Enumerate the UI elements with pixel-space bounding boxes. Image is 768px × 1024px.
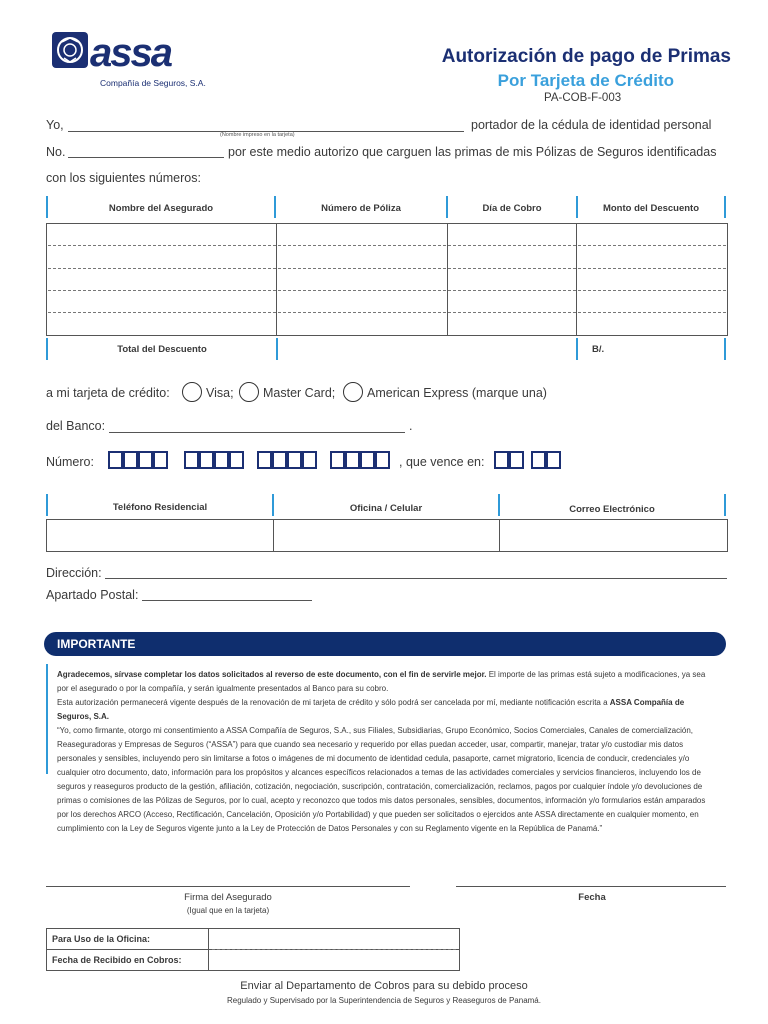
table-marker (724, 494, 726, 516)
table-row[interactable] (48, 268, 726, 269)
header-monto: Monto del Descuento (602, 203, 700, 214)
signature-line[interactable] (46, 886, 410, 887)
header-telefono: Teléfono Residencial (112, 502, 208, 513)
lion-emblem-icon (52, 32, 88, 68)
mastercard-label: Master Card; (263, 386, 336, 400)
bank-label: del Banco: (46, 419, 106, 433)
document-title: Autorización de pago de Primas (441, 46, 731, 67)
svg-text:assa: assa (90, 31, 171, 75)
table-marker (724, 338, 726, 360)
footer-regulated: Regulado y Supervisado por la Superintendencia de Seguros y Reaseguros de Panamá. (227, 996, 541, 1005)
no-label: No. (46, 145, 66, 159)
important-bold-intro: Agradecemos, sírvase completar los datos solicitados al reverso de este documento, con el fin de servirle mejor. (57, 670, 487, 679)
bank-field[interactable] (109, 432, 405, 433)
bank-end: . (409, 419, 413, 433)
total-label: Total del Descuento (117, 344, 207, 355)
numeros-text: con los siguientes números: (46, 171, 201, 185)
apartado-field[interactable] (142, 600, 312, 601)
firma-label: Firma del Asegurado (184, 892, 272, 903)
document-subtitle: Por Tarjeta de Crédito (497, 71, 674, 90)
table-marker (276, 338, 278, 360)
yo-label: Yo, (46, 118, 64, 132)
cardholder-name-hint: (Nombre impreso en la tarjeta) (220, 132, 295, 138)
oficina-field[interactable] (274, 520, 499, 551)
form-code: PA-COB-F-003 (544, 92, 622, 104)
autorizo-text: por este medio autorizo que carguen las primas de mis Pólizas de Seguros identificadas (228, 145, 717, 159)
table-marker (724, 196, 726, 218)
card-number-label: Número: (46, 455, 94, 469)
card-intro: a mi tarjeta de crédito: (46, 386, 170, 400)
fecha-label: Fecha (578, 892, 606, 903)
portador-text: portador de la cédula de identidad personal (471, 118, 712, 132)
visa-label: Visa; (206, 386, 234, 400)
total-currency: B/. (592, 344, 605, 355)
header-poliza: Número de Póliza (321, 203, 401, 214)
office-use-label: Para Uso de la Oficina: (52, 934, 151, 944)
table-row[interactable] (48, 290, 726, 291)
important-banner (44, 632, 726, 656)
important-title: IMPORTANTE (57, 637, 136, 651)
visa-radio[interactable] (182, 382, 202, 402)
telefono-field[interactable] (47, 520, 273, 551)
footer-send: Enviar al Departamento de Cobros para su debido proceso (240, 980, 528, 992)
header-dia-cobro: Día de Cobro (482, 203, 542, 214)
expires-label: , que vence en: (399, 455, 485, 469)
mastercard-radio[interactable] (239, 382, 259, 402)
firma-hint: (Igual que en la tarjeta) (186, 906, 270, 915)
direccion-label: Dirección: (46, 566, 102, 580)
received-date-label: Fecha de Recibido en Cobros: (52, 955, 182, 965)
header-oficina: Oficina / Celular (349, 503, 423, 514)
important-p2-bold: ASSA Compañía de Seguros, S.A. (57, 698, 685, 721)
important-marker (46, 664, 48, 774)
correo-field[interactable] (500, 520, 727, 551)
fecha-line[interactable] (456, 886, 726, 887)
important-p1: El importe de las primas está sujeto a modificaciones, ya sea por el asegurado o por la compañía, y serán igualmente presentados al Banco para su cobro. (57, 670, 706, 693)
amex-label: American Express (marque una) (367, 386, 547, 400)
logo-tagline: Compañía de Seguros, S.A. (100, 78, 206, 88)
table-marker (576, 338, 578, 360)
amex-radio[interactable] (343, 382, 363, 402)
apartado-label: Apartado Postal: (46, 588, 139, 602)
header-correo: Correo Electrónico (569, 504, 655, 515)
table-row[interactable] (48, 312, 726, 313)
header-nombre: Nombre del Asegurado (108, 203, 214, 214)
cedula-number-field[interactable] (68, 157, 224, 158)
direccion-field[interactable] (105, 578, 727, 579)
important-text (57, 668, 717, 836)
table-row[interactable] (48, 245, 726, 246)
important-p3: “Yo, como firmante, otorgo mi consentimiento a ASSA Compañía de Seguros, S.A., sus Filiales, Subsidiarias, Grupo Económico, Socios Comerciales, Canales de comercialización, Reaseguradoras y Empresas de Seguros (“ASSA”) para que cuando sea necesario y requerido por ellas puedan acceder, usar, compartir, manejar, tratar y/o custodiar mis datos personales y sensibles, incluyendo pero sin limitarse a fotos o imágenes de mi documento de identidad cedula, pasaporte, carnet migratorio, licencia de conducir, credenciales y/o cualquier otro documento, dato, información para los propósitos y alcances específicos relacionados a temas de las actividades comerciales y servicios financieros, incluyendo los de seguros y reaseguros producto de la gestión, afiliación, cotización, negociación, suscripción, contratación, comercialización, reclamos, pagos por cualquier índole y/o devoluciones de primas o comisiones de las Pólizas de Seguros, por lo cual, acepto y reconozco que todos mis datos personales, sensibles, documentos, información y/o formularios están amparados por los derechos ARCO (Acceso, Rectificación, Cancelación, Oposición y/o Portabilidad) y que pueden ser solicitados o ejercidos ante ASSA directamente en cualquier momento, en cumplimiento con la Ley de Seguros vigente junto a la Ley de Protección de Datos Personales y con su Reglamento vigente en la República de Panamá.” (57, 726, 706, 833)
important-p2: Esta autorización permanecerá vigente después de la renovación de mi tarjeta de crédito y sólo podrá ser cancelada por mí, mediante notificación escrita a (57, 698, 610, 707)
